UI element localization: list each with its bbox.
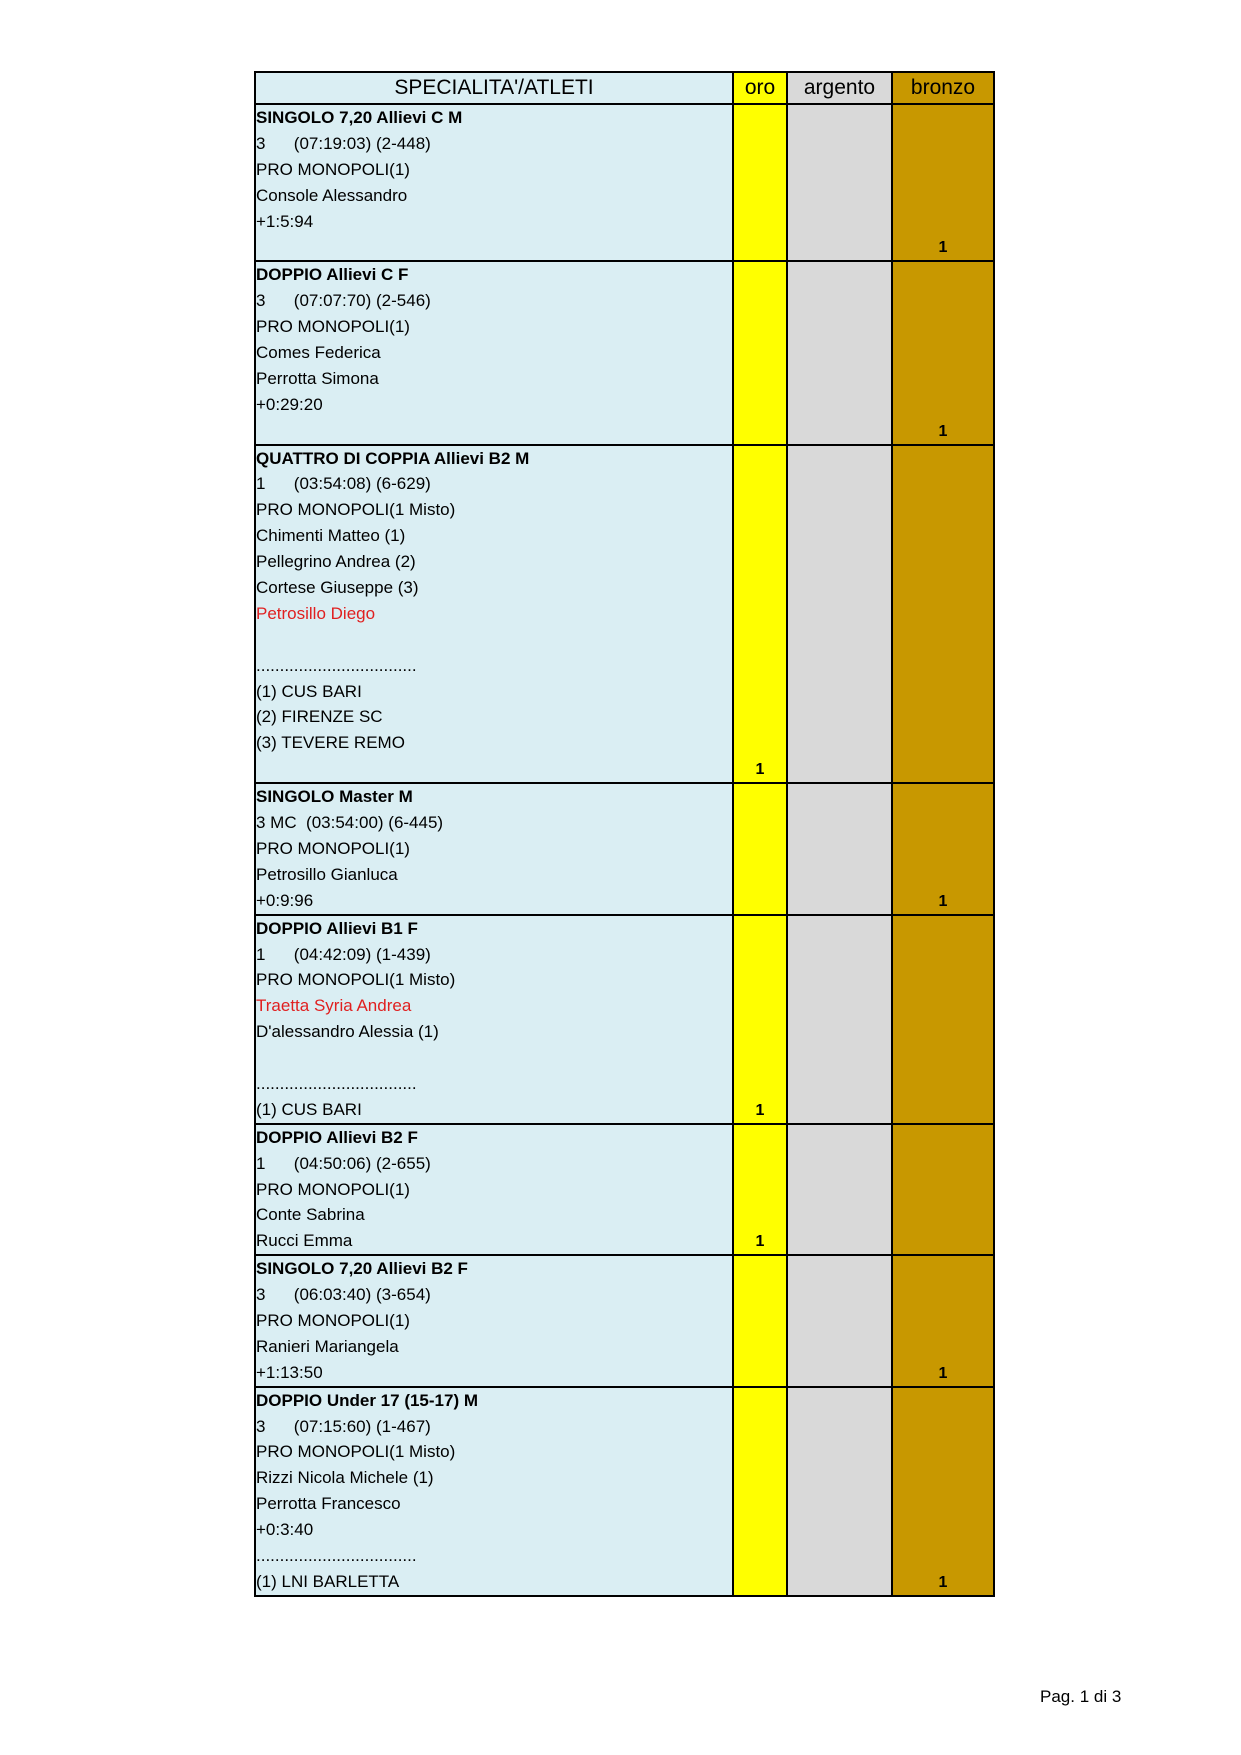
table-row — [255, 261, 994, 444]
medal-bronzo-cell: 1 — [892, 783, 994, 914]
event-title: DOPPIO Allievi B1 F — [256, 918, 418, 938]
medal-oro-cell: 1 — [733, 915, 787, 1124]
medal-argento-cell — [787, 1124, 892, 1255]
event-cell — [255, 783, 733, 914]
event-line: Rucci Emma — [256, 1231, 353, 1251]
medal-argento-cell — [787, 783, 892, 914]
medal-oro-cell — [733, 261, 787, 444]
event-title: SINGOLO 7,20 Allievi B2 F — [256, 1259, 468, 1279]
medal-bronzo-cell — [892, 915, 994, 1124]
medal-argento-cell — [787, 104, 892, 261]
event-line: PRO MONOPOLI(1) — [256, 159, 410, 179]
event-line: .................................. — [256, 1073, 417, 1093]
header-bronzo: bronzo — [892, 72, 994, 104]
event-cell — [255, 1387, 733, 1596]
event-line — [256, 418, 732, 444]
event-cell — [255, 445, 733, 784]
event-line: Pellegrino Andrea (2) — [256, 552, 416, 572]
event-line: PRO MONOPOLI(1) — [256, 1310, 410, 1330]
event-line: Ranieri Mariangela — [256, 1336, 399, 1356]
medal-bronzo-cell: 1 — [892, 261, 994, 444]
event-line: PRO MONOPOLI(1) — [256, 838, 410, 858]
event-line: PRO MONOPOLI(1 Misto) — [256, 500, 456, 520]
event-line: D'alessandro Alessia (1) — [256, 1022, 439, 1042]
header-row — [255, 72, 994, 104]
event-line — [256, 627, 732, 653]
event-title: DOPPIO Allievi C F — [256, 265, 409, 285]
event-title: DOPPIO Allievi B2 F — [256, 1127, 418, 1147]
medal-argento-cell — [787, 261, 892, 444]
medal-bronzo-cell: 1 — [892, 1387, 994, 1596]
event-line: .................................. — [256, 655, 417, 675]
medal-bronzo-cell: 1 — [892, 1255, 994, 1386]
event-line: Perrotta Simona — [256, 368, 379, 388]
table-row — [255, 104, 994, 261]
event-line: +0:9:96 — [256, 890, 314, 910]
table-row — [255, 1124, 994, 1255]
medal-oro-cell — [733, 104, 787, 261]
header-oro: oro — [733, 72, 787, 104]
event-line: +1:5:94 — [256, 211, 314, 231]
table-row — [255, 915, 994, 1124]
event-line: .................................. — [256, 1545, 417, 1565]
event-cell — [255, 1124, 733, 1255]
event-line: PRO MONOPOLI(1) — [256, 317, 410, 337]
event-line: 3 (07:07:70) (2-546) — [256, 291, 431, 311]
results-body — [255, 104, 994, 1596]
event-line — [256, 234, 732, 260]
event-line: +0:3:40 — [256, 1520, 314, 1540]
medal-bronzo-cell — [892, 1124, 994, 1255]
event-line: 3 MC (03:54:00) (6-445) — [256, 813, 444, 833]
event-line — [256, 1045, 732, 1071]
event-line: 3 (06:03:40) (3-654) — [256, 1285, 431, 1305]
event-line: Conte Sabrina — [256, 1205, 365, 1225]
table-row — [255, 445, 994, 784]
event-line: +1:13:50 — [256, 1362, 323, 1382]
medal-argento-cell — [787, 1387, 892, 1596]
medal-oro-cell: 1 — [733, 1124, 787, 1255]
event-line: (1) LNI BARLETTA — [256, 1571, 400, 1591]
table-row — [255, 783, 994, 914]
medal-bronzo-cell: 1 — [892, 104, 994, 261]
medal-oro-cell — [733, 783, 787, 914]
event-cell — [255, 104, 733, 261]
event-line: Cortese Giuseppe (3) — [256, 578, 419, 598]
header-spec: SPECIALITA'/ATLETI — [255, 72, 733, 104]
event-title: QUATTRO DI COPPIA Allievi B2 M — [256, 448, 530, 468]
header-argento: argento — [787, 72, 892, 104]
event-line — [256, 756, 732, 782]
event-line: 3 (07:19:03) (2-448) — [256, 133, 431, 153]
event-line: 3 (07:15:60) (1-467) — [256, 1416, 431, 1436]
event-line: Traetta Syria Andrea — [256, 996, 412, 1016]
event-line: (1) CUS BARI — [256, 1099, 362, 1119]
event-line: Comes Federica — [256, 343, 381, 363]
medal-argento-cell — [787, 915, 892, 1124]
event-line: 1 (04:50:06) (2-655) — [256, 1153, 431, 1173]
event-line: +0:29:20 — [256, 394, 323, 414]
page-number: Pag. 1 di 3 — [1040, 1687, 1122, 1706]
event-line: Chimenti Matteo (1) — [256, 526, 406, 546]
results-table — [254, 71, 995, 1597]
medal-bronzo-cell — [892, 445, 994, 784]
medal-oro-cell: 1 — [733, 445, 787, 784]
table-row — [255, 1387, 994, 1596]
event-title: DOPPIO Under 17 (15-17) M — [256, 1390, 479, 1410]
medal-oro-cell — [733, 1387, 787, 1596]
event-line: Rizzi Nicola Michele (1) — [256, 1468, 434, 1488]
event-line: 1 (04:42:09) (1-439) — [256, 944, 431, 964]
event-line: PRO MONOPOLI(1) — [256, 1179, 410, 1199]
event-line: Console Alessandro — [256, 185, 408, 205]
event-line: Petrosillo Gianluca — [256, 864, 398, 884]
event-cell — [255, 261, 733, 444]
event-cell — [255, 1255, 733, 1386]
event-line: (2) FIRENZE SC — [256, 707, 383, 727]
event-cell — [255, 915, 733, 1124]
event-title: SINGOLO Master M — [256, 787, 413, 807]
medal-argento-cell — [787, 1255, 892, 1386]
event-line: 1 (03:54:08) (6-629) — [256, 474, 431, 494]
table-row — [255, 1255, 994, 1386]
event-title: SINGOLO 7,20 Allievi C M — [256, 108, 463, 127]
event-line: (3) TEVERE REMO — [256, 733, 405, 753]
event-line: Petrosillo Diego — [256, 603, 376, 623]
event-line: PRO MONOPOLI(1 Misto) — [256, 970, 456, 990]
event-line: (1) CUS BARI — [256, 681, 362, 701]
event-line: Perrotta Francesco — [256, 1494, 401, 1514]
medal-argento-cell — [787, 445, 892, 784]
medal-oro-cell — [733, 1255, 787, 1386]
event-line: PRO MONOPOLI(1 Misto) — [256, 1442, 456, 1462]
